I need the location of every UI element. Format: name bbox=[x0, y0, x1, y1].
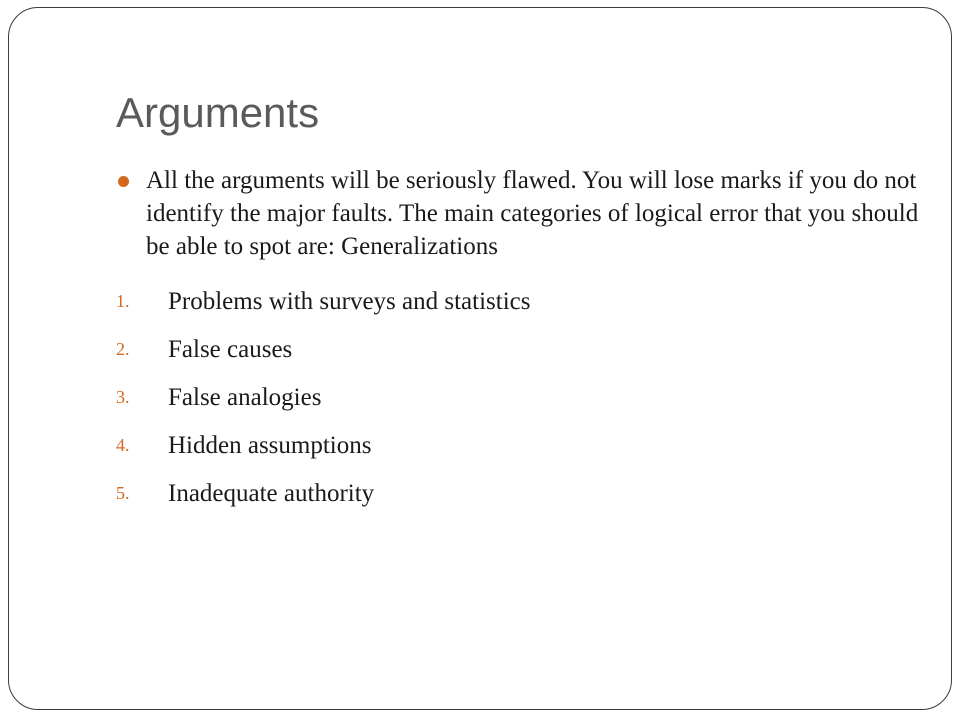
list-item-number: 4. bbox=[116, 435, 130, 455]
list-item-text: False causes bbox=[168, 336, 293, 363]
list-item bbox=[116, 285, 921, 318]
list-item-text: Inadequate authority bbox=[168, 480, 375, 507]
bullet-dot-icon bbox=[118, 176, 129, 187]
list-item-text: False analogies bbox=[168, 384, 322, 411]
list-item bbox=[116, 477, 921, 510]
list-item bbox=[116, 429, 921, 462]
list-item-text: Hidden assumptions bbox=[168, 432, 372, 459]
list-item-text: Problems with surveys and statistics bbox=[168, 288, 531, 315]
list-item-number: 5. bbox=[116, 483, 130, 503]
bullet-paragraph bbox=[116, 164, 921, 263]
bullet-text: All the arguments will be seriously flawed. You will lose marks if you do not identify the major faults. The main categories of logical error that you should be able to spot are: Generalizations bbox=[146, 167, 919, 260]
list-item bbox=[116, 381, 921, 414]
list-item bbox=[116, 333, 921, 366]
list-item-number: 1. bbox=[116, 291, 130, 311]
slide-title: Arguments bbox=[116, 89, 320, 136]
slide-content bbox=[116, 164, 921, 525]
list-item-number: 2. bbox=[116, 339, 130, 359]
numbered-list bbox=[116, 285, 921, 510]
list-item-number: 3. bbox=[116, 387, 130, 407]
slide-frame bbox=[8, 7, 952, 710]
